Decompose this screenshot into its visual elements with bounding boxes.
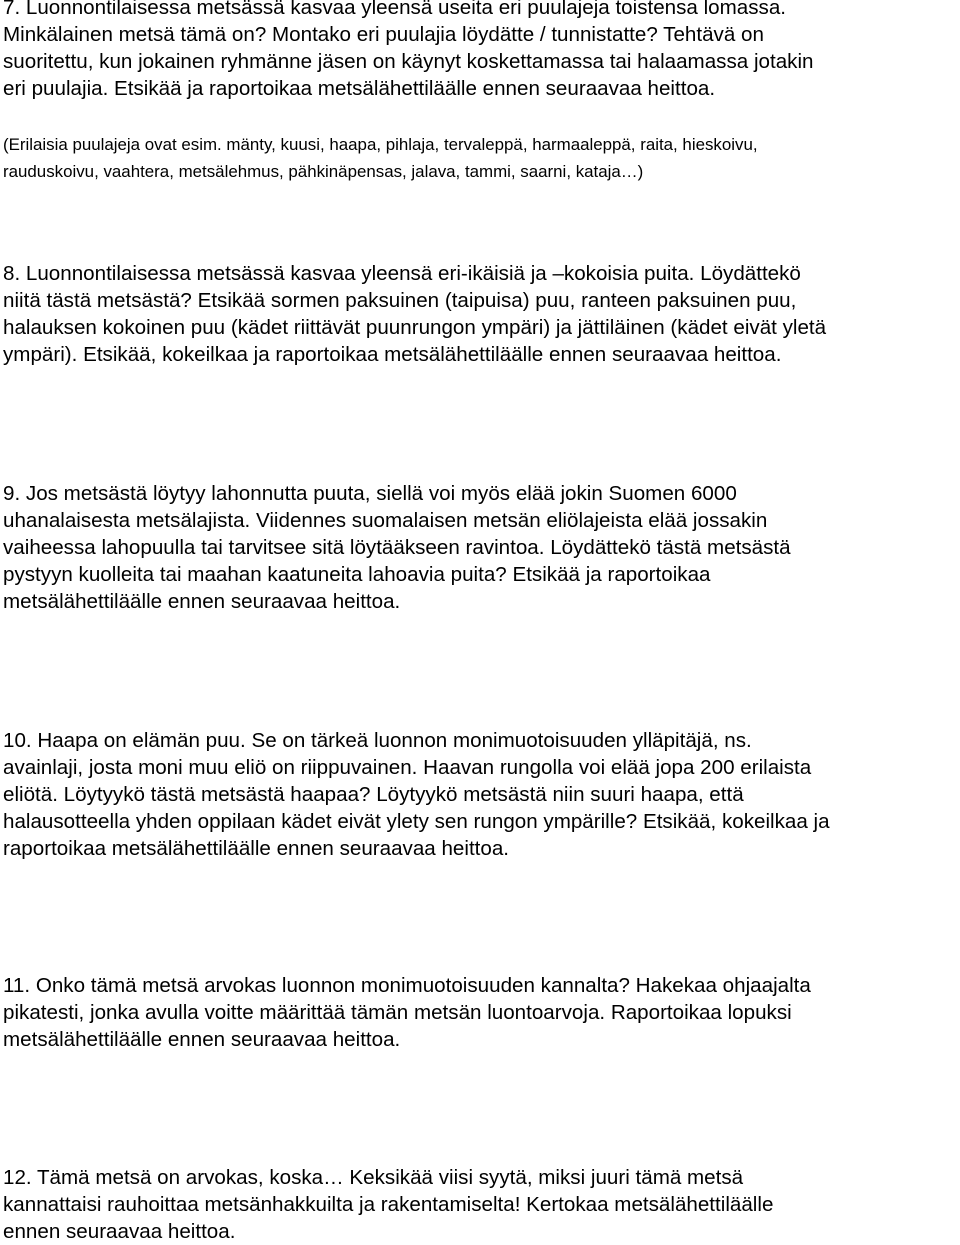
question-7-line: 7. Luonnontilaisessa metsässä kasvaa yleensä useita eri puulajeja toistensa lomassa.: [3, 0, 787, 19]
question-10-line: halausotteella yhden oppilaan kädet eivät ylety sen rungon ympärille? Etsikää, kokeilkaa ja: [3, 810, 830, 833]
question-7-note-line: rauduskoivu, vaahtera, metsälehmus, pähkinäpensas, jalava, tammi, saarni, kataja…): [3, 162, 644, 181]
question-10-line: raportoikaa metsälähettiläälle ennen seuraavaa heittoa.: [3, 837, 510, 860]
question-7-note-line: (Erilaisia puulajeja ovat esim. mänty, kuusi, haapa, pihlaja, tervaleppä, harmaaleppä, raita, hieskoivu,: [3, 135, 758, 154]
question-8-line: ympäri). Etsikää, kokeilkaa ja raportoikaa metsälähettiläälle ennen seuraavaa heittoa.: [3, 343, 782, 366]
question-11-line: pikatesti, jonka avulla voitte määrittää tämän metsän luontoarvoja. Raportoikaa lopuksi: [3, 1001, 792, 1024]
question-10-line: avainlaji, josta moni muu eliö on riippuvainen. Haavan rungolla voi elää jopa 200 erilaista: [3, 756, 812, 779]
question-12-line: kannattaisi rauhoittaa metsänhakkuilta ja rakentamiselta! Kertokaa metsälähettiläälle: [3, 1193, 774, 1216]
question-11-line: metsälähettiläälle ennen seuraavaa heittoa.: [3, 1028, 401, 1051]
question-7-line: eri puulajia. Etsikää ja raportoikaa metsälähettiläälle ennen seuraavaa heittoa.: [3, 77, 716, 100]
question-8-line: halauksen kokoinen puu (kädet riittävät puunrungon ympäri) ja jättiläinen (kädet eivät yletä: [3, 316, 827, 339]
question-7: [3, 0, 954, 102]
question-10-line: 10. Haapa on elämän puu. Se on tärkeä luonnon monimuotoisuuden ylläpitäjä, ns.: [3, 729, 752, 752]
question-7-line: Minkälainen metsä tämä on? Montako eri puulajia löydätte / tunnistatte? Tehtävä on: [3, 23, 764, 46]
question-9-line: pystyyn kuolleita tai maahan kaatuneita lahoavia puita? Etsikää ja raportoikaa: [3, 563, 711, 586]
question-7-tree-species-note: [3, 131, 954, 185]
question-9-line: metsälähettiläälle ennen seuraavaa heittoa.: [3, 590, 401, 613]
question-12-line: 12. Tämä metsä on arvokas, koska… Keksikää viisi syytä, miksi juuri tämä metsä: [3, 1166, 744, 1189]
question-9-line: vaiheessa lahopuulla tai tarvitsee sitä löytääkseen ravintoa. Löydättekö tästä metsästä: [3, 536, 791, 559]
question-12: [3, 1164, 954, 1245]
question-9: [3, 480, 954, 615]
question-9-line: uhanalaisesta metsälajista. Viidennes suomalaisen metsän eliölajeista elää jossakin: [3, 509, 768, 532]
question-11: [3, 972, 954, 1053]
question-7-line: suoritettu, kun jokainen ryhmänne jäsen on käynyt koskettamassa tai halaamassa jotakin: [3, 50, 814, 73]
question-8-line: 8. Luonnontilaisessa metsässä kasvaa yleensä eri-ikäisiä ja –kokoisia puita. Löydättekö: [3, 262, 801, 285]
question-9-line: 9. Jos metsästä löytyy lahonnutta puuta, siellä voi myös elää jokin Suomen 6000: [3, 482, 737, 505]
question-11-line: 11. Onko tämä metsä arvokas luonnon monimuotoisuuden kannalta? Hakekaa ohjaajalta: [3, 974, 811, 997]
question-12-line: ennen seuraavaa heittoa.: [3, 1220, 236, 1243]
question-10: [3, 727, 954, 862]
question-10-line: eliötä. Löytyykö tästä metsästä haapaa? Löytyykö metsästä niin suuri haapa, että: [3, 783, 744, 806]
question-8-line: niitä tästä metsästä? Etsikää sormen paksuinen (taipuisa) puu, ranteen paksuinen puu,: [3, 289, 797, 312]
question-8: [3, 260, 954, 368]
